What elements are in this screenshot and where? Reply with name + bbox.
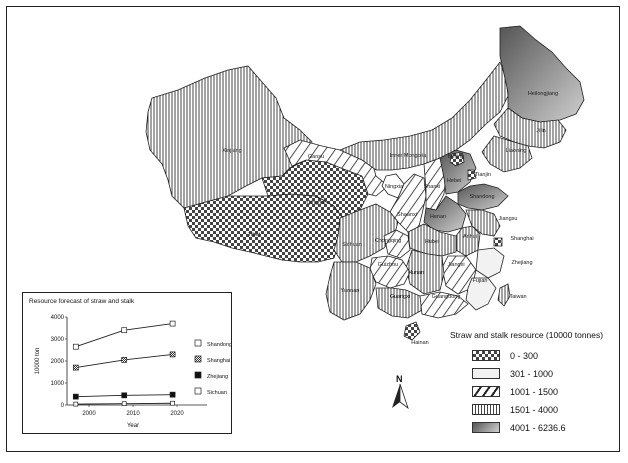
province-label-gansu: Gansu bbox=[307, 154, 325, 160]
province-label-heilongjiang: Heilongjiang bbox=[527, 91, 559, 97]
province-label-shandong: Shandong bbox=[469, 194, 495, 200]
legend-swatch-light bbox=[472, 368, 500, 379]
province-label-zhejiang: Zhejiang bbox=[511, 260, 533, 266]
province-shanghai bbox=[494, 238, 502, 246]
legend-label-shanghai: Shanghai bbox=[207, 358, 231, 364]
province-label-jiangsu: Jiangsu bbox=[498, 216, 518, 222]
province-heilongjiang bbox=[500, 26, 584, 122]
province-label-chongqing: Chongqing bbox=[374, 238, 402, 244]
legend-marker-zhejiang bbox=[195, 372, 201, 378]
province-label-inner-mongolia: Inner Mongolia bbox=[389, 153, 427, 159]
north-label: N bbox=[396, 374, 403, 384]
legend-label: 4001 - 6236.6 bbox=[510, 422, 566, 433]
legend-item-2 bbox=[472, 385, 558, 398]
legend-label: 0 - 300 bbox=[510, 350, 539, 361]
data-point-shandong bbox=[73, 344, 78, 349]
province-label-ningxia: Ningxia bbox=[384, 184, 404, 190]
inset-chart bbox=[22, 292, 232, 434]
province-label-tibet: Tibet bbox=[247, 232, 261, 238]
legend-swatch-vertical bbox=[472, 404, 500, 415]
province-label-qinghai: Qinghai bbox=[306, 200, 326, 206]
series-line-shandong bbox=[76, 324, 173, 347]
data-point-sichuan bbox=[171, 401, 175, 405]
province-label-henan: Henan bbox=[429, 214, 447, 220]
province-label-fujian: Fujian bbox=[472, 278, 488, 284]
legend-swatch-gradient bbox=[472, 422, 500, 433]
legend-swatch-diagonal bbox=[472, 386, 500, 397]
forecast-line-chart bbox=[23, 293, 231, 433]
data-point-zhejiang bbox=[170, 392, 175, 397]
legend-item-0 bbox=[472, 349, 538, 362]
y-axis-label: 10000 ton bbox=[35, 347, 41, 375]
legend-marker-sichuan bbox=[195, 388, 201, 394]
province-label-hebei: Hebei bbox=[446, 178, 462, 184]
x-axis-label: Year bbox=[126, 423, 140, 429]
province-label-shanghai: Shanghai bbox=[510, 236, 534, 242]
legend-label: 301 - 1000 bbox=[510, 368, 554, 379]
y-tick-label: 1000 bbox=[50, 381, 64, 387]
data-point-shandong bbox=[170, 321, 175, 326]
data-point-zhejiang bbox=[73, 394, 78, 399]
province-label-anhui: Anhui bbox=[462, 234, 478, 240]
province-label-guangdong: Guangdong bbox=[431, 294, 461, 300]
legend-label-shandong: Shandong bbox=[207, 342, 231, 348]
province-label-hubei: Hubei bbox=[424, 239, 440, 245]
data-point-shanghai bbox=[122, 357, 127, 362]
province-label-hunan: Hunan bbox=[407, 270, 425, 276]
data-point-zhejiang bbox=[122, 393, 127, 398]
province-zhejiang bbox=[476, 248, 504, 278]
province-label-hainan: Hainan bbox=[411, 340, 429, 346]
legend-label-sichuan: Sichuan bbox=[207, 390, 227, 396]
province-label-guangxi: Guangxi bbox=[389, 294, 411, 300]
province-guangxi bbox=[376, 288, 422, 318]
province-label-beijing: Beijing bbox=[447, 154, 465, 160]
y-tick-label: 3000 bbox=[50, 337, 64, 343]
legend-item-4 bbox=[472, 421, 566, 434]
province-label-sichuan: Sichuan bbox=[342, 242, 362, 248]
y-tick-label: 0 bbox=[60, 403, 64, 409]
province-chongqing bbox=[384, 230, 410, 258]
province-label-xinjiang: Xinjiang bbox=[222, 148, 242, 154]
y-tick-label: 4000 bbox=[50, 315, 64, 321]
province-label-shanxi: Shanxi bbox=[423, 184, 441, 190]
province-label-liaoning: Liaoning bbox=[505, 148, 527, 154]
legend-label: 1001 - 1500 bbox=[510, 386, 559, 397]
legend-title: Straw and stalk resource (10000 tonnes) bbox=[450, 330, 604, 340]
chart-title: Resource forecast of straw and stalk bbox=[29, 298, 135, 305]
legend-item-1 bbox=[472, 367, 553, 380]
legend-item-3 bbox=[472, 403, 558, 416]
legend-label: 1501 - 4000 bbox=[510, 404, 559, 415]
province-label-jilin: Jilin bbox=[536, 128, 546, 134]
province-anhui bbox=[456, 226, 480, 256]
x-tick-label: 2020 bbox=[170, 411, 184, 417]
data-point-sichuan bbox=[122, 402, 126, 406]
province-label-yunnan: Yunnan bbox=[340, 288, 360, 294]
legend-label-zhejiang: Zhejiang bbox=[207, 374, 229, 380]
province-label-shaanxi: Shaanxi bbox=[397, 212, 417, 218]
x-tick-label: 2010 bbox=[126, 411, 140, 417]
province-label-taiwan: Taiwan bbox=[509, 294, 527, 300]
legend-marker-shanghai bbox=[195, 356, 201, 362]
data-point-sichuan bbox=[74, 402, 78, 406]
legend-marker-shandong bbox=[195, 340, 201, 346]
province-label-tianjin: Tianjin bbox=[475, 172, 491, 178]
y-tick-label: 2000 bbox=[50, 359, 64, 365]
province-label-jiangxi: Jiangxi bbox=[447, 262, 465, 268]
data-point-shanghai bbox=[73, 365, 78, 370]
x-tick-label: 2000 bbox=[82, 411, 96, 417]
legend-swatch-dots bbox=[472, 350, 500, 361]
province-label-guizhou: Guizhou bbox=[377, 262, 399, 268]
north-arrow-icon bbox=[392, 374, 408, 408]
data-point-shanghai bbox=[170, 352, 175, 357]
province-hainan bbox=[404, 322, 420, 340]
data-point-shandong bbox=[122, 328, 127, 333]
province-taiwan bbox=[498, 284, 510, 306]
